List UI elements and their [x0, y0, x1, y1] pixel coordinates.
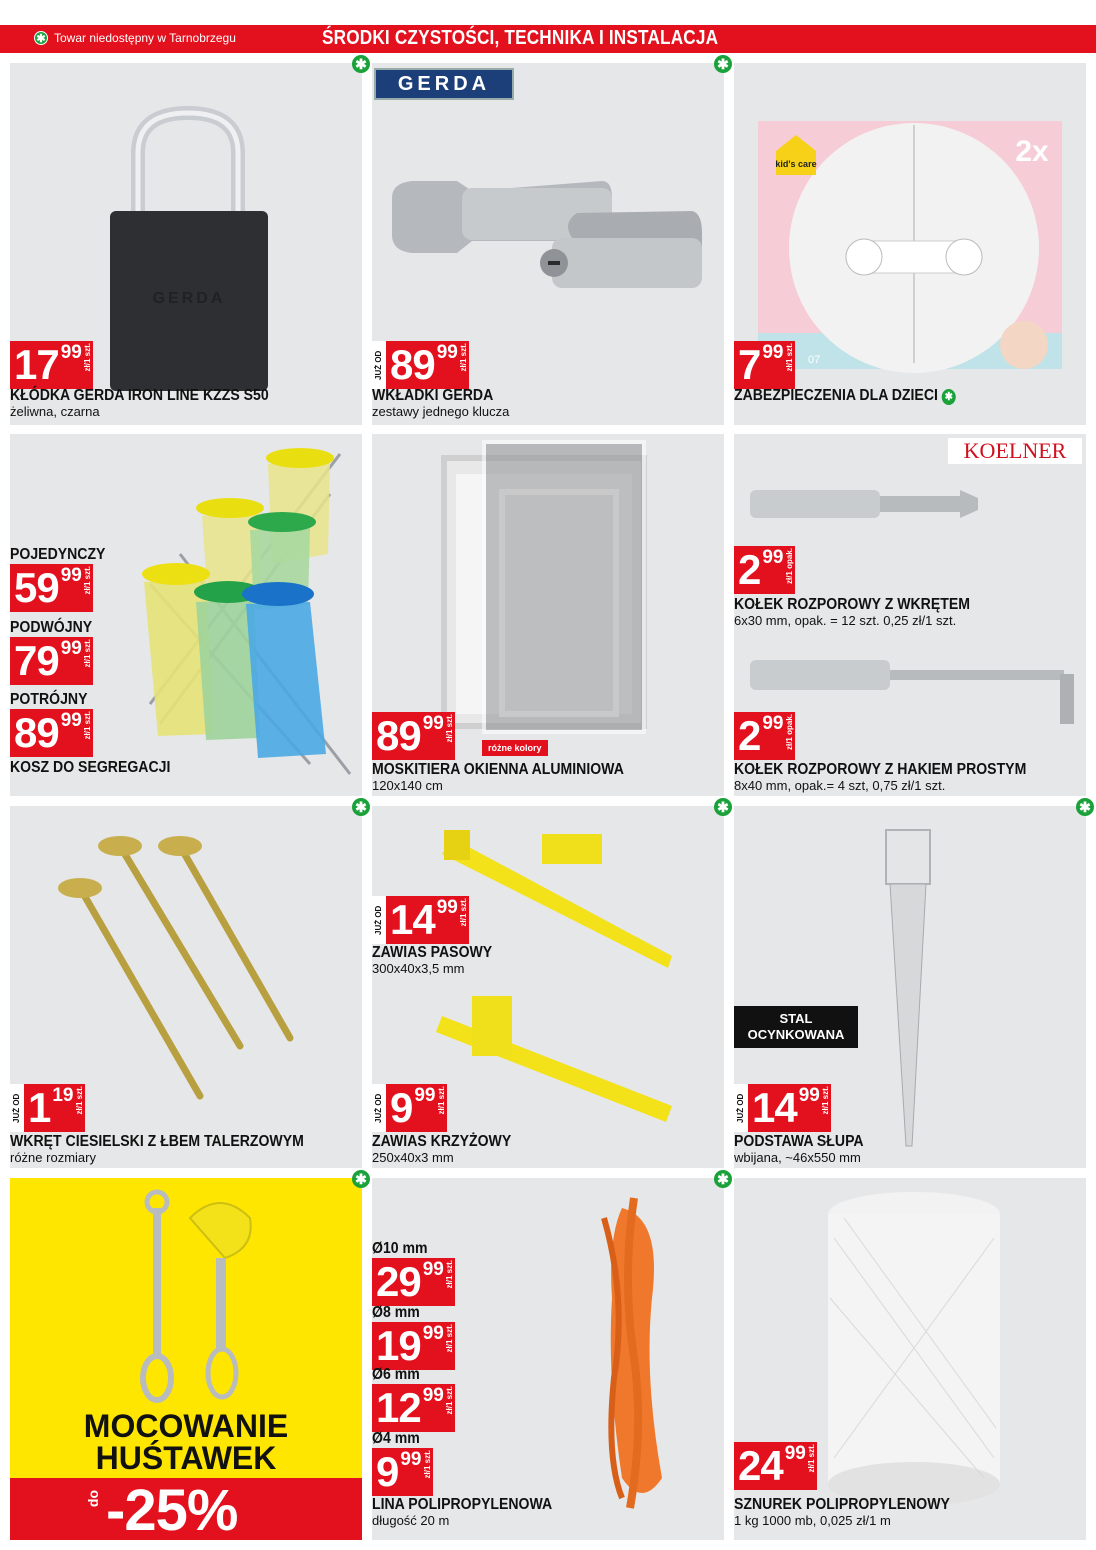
product-tile-cylinders[interactable]	[372, 56, 729, 425]
price-unit: zł/1 szt.	[82, 639, 92, 668]
product-tile-hinges[interactable]	[372, 799, 729, 1168]
price-badge	[372, 896, 469, 944]
price-prefix: JUŻ OD	[372, 341, 386, 389]
price-badge	[734, 546, 795, 594]
product-desc: 1 kg 1000 mb, 0,025 zł/1 m	[734, 1513, 891, 1528]
price-gr: 99	[436, 342, 458, 363]
color-variants-tag: różne kolory	[482, 740, 548, 756]
price-unit: zł/1 szt.	[436, 1086, 446, 1115]
price-gr: 99	[422, 1323, 444, 1344]
price-badge	[10, 341, 93, 389]
product-tile-anchors[interactable]	[734, 434, 1086, 796]
price-zl: 17	[14, 341, 59, 388]
price-badge	[10, 637, 93, 685]
product-desc: różne rozmiary	[10, 1150, 96, 1165]
price-badge	[10, 564, 93, 612]
product-name: KOŁEK ROZPOROWY Z WKRĘTEM	[734, 596, 970, 613]
option-label: Ø4 mm	[372, 1430, 420, 1447]
product-name: KŁÓDKA GERDA IRON LINE KZZS S50	[10, 387, 269, 404]
price-prefix: JUŻ OD	[10, 1084, 24, 1132]
price-zl: 89	[14, 709, 59, 756]
price-zl: 2	[738, 712, 761, 759]
option-label: POTRÓJNY	[10, 691, 88, 708]
price-zl: 14	[390, 896, 435, 943]
star-icon: ✱	[942, 389, 956, 405]
product-name: LINA POLIPROPYLENOWA	[372, 1496, 553, 1513]
price-unit: zł/1 szt.	[422, 1450, 432, 1479]
option-label: Ø6 mm	[372, 1366, 420, 1383]
availability-note-text: Towar niedostępny w Tarnobrzegu	[54, 31, 236, 45]
price-unit: zł/1 szt.	[444, 1260, 454, 1289]
price-badge	[372, 1384, 455, 1432]
price-zl: 12	[376, 1384, 421, 1431]
price-gr: 99	[400, 1449, 422, 1470]
price-gr: 99	[60, 342, 82, 363]
product-name: WKRĘT CIESIELSKI Z ŁBEM TALERZOWYM	[10, 1133, 304, 1150]
price-gr: 99	[414, 1085, 436, 1106]
promo-title	[10, 1410, 362, 1474]
price-zl: 14	[752, 1084, 797, 1131]
product-tile-bins[interactable]	[10, 434, 362, 796]
price-badge	[734, 712, 795, 760]
product-name: KOSZ DO SEGREGACJI	[10, 759, 171, 776]
product-name: SZNUREK POLIPROPYLENOWY	[734, 1496, 950, 1513]
price-zl: 9	[376, 1448, 399, 1495]
price-zl: 9	[390, 1084, 413, 1131]
product-tile-twine[interactable]	[734, 1178, 1086, 1540]
price-unit: zł/1 szt.	[82, 566, 92, 595]
product-name: KOŁEK ROZPOROWY Z HAKIEM PROSTYM	[734, 761, 1027, 778]
material-tag-line1: STAL	[779, 1011, 813, 1026]
price-prefix: JUŻ OD	[734, 1084, 748, 1132]
price-unit: zł/1 szt.	[444, 714, 454, 743]
product-desc: 300x40x3,5 mm	[372, 961, 465, 976]
product-desc: 120x140 cm	[372, 778, 443, 793]
price-badge	[372, 1322, 455, 1370]
promo-title-line2: HUŚTAWEK	[95, 1440, 277, 1476]
price-zl: 2	[738, 546, 761, 593]
product-desc: 250x40x3 mm	[372, 1150, 454, 1165]
product-tile-wood-screw[interactable]	[10, 799, 367, 1168]
price-gr: 99	[422, 1259, 444, 1280]
discount-value: -25%	[106, 1478, 238, 1543]
product-tile-post-base[interactable]	[734, 799, 1091, 1168]
padlock-engraving: GERDA	[152, 290, 226, 307]
price-unit: zł/1 szt.	[74, 1086, 84, 1115]
product-desc: żeliwna, czarna	[10, 404, 100, 419]
price-zl: 7	[738, 341, 761, 388]
product-name: WKŁADKI GERDA	[372, 387, 494, 404]
star-icon: ✱	[714, 1170, 732, 1188]
star-icon: ✱	[714, 55, 732, 73]
product-desc: wbijana, ~46x550 mm	[734, 1150, 861, 1165]
price-badge	[734, 1442, 817, 1490]
price-badge	[372, 341, 469, 389]
product-desc: 6x30 mm, opak. = 12 szt. 0,25 zł/1 szt.	[734, 613, 957, 628]
page-title: ŚRODKI CZYSTOŚCI, TECHNIKA I INSTALACJA	[321, 27, 719, 49]
price-zl: 89	[390, 341, 435, 388]
price-gr: 99	[422, 713, 444, 734]
product-tile-mosquito-screen[interactable]	[372, 434, 724, 796]
product-desc: 8x40 mm, opak.= 4 szt, 0,75 zł/1 szt.	[734, 778, 946, 793]
price-badge	[734, 1084, 831, 1132]
product-name: MOSKITIERA OKIENNA ALUMINIOWA	[372, 761, 624, 778]
page-header	[0, 25, 1096, 53]
option-label: Ø8 mm	[372, 1304, 420, 1321]
option-label: Ø10 mm	[372, 1240, 428, 1257]
product-desc: zestawy jednego klucza	[372, 404, 510, 419]
price-gr: 19	[52, 1085, 74, 1106]
price-gr: 99	[60, 710, 82, 731]
price-gr: 99	[762, 342, 784, 363]
price-unit: zł/1 szt.	[82, 711, 92, 740]
price-badge	[372, 1258, 455, 1306]
price-zl: 79	[14, 637, 59, 684]
product-tile-child-lock[interactable]	[734, 63, 1086, 425]
product-name: ZAWIAS KRZYŻOWY	[372, 1133, 512, 1150]
star-icon: ✱	[34, 31, 48, 45]
price-gr: 99	[60, 565, 82, 586]
price-zl: 29	[376, 1258, 421, 1305]
product-tile-padlock[interactable]	[10, 56, 367, 425]
quantity-badge: 2x	[1015, 135, 1049, 168]
star-icon: ✱	[1076, 798, 1094, 816]
price-unit: zł/1 szt.	[784, 343, 794, 372]
product-desc: długość 20 m	[372, 1513, 450, 1528]
price-zl: 89	[376, 712, 421, 759]
material-tag-line2: OCYNKOWANA	[747, 1027, 845, 1042]
discount-prefix: do	[85, 1490, 101, 1508]
price-unit: zł/1 opak.	[784, 714, 794, 751]
discount-banner	[10, 1478, 362, 1543]
price-unit: zł/1 szt.	[458, 343, 468, 372]
price-unit: zł/1 szt.	[458, 898, 468, 927]
availability-note	[34, 31, 236, 45]
price-unit: zł/1 opak.	[784, 548, 794, 585]
gerda-logo: GERDA	[374, 68, 514, 100]
promo-tile-swing-mounts[interactable]	[10, 1171, 367, 1543]
price-badge	[734, 341, 795, 389]
price-unit: zł/1 szt.	[82, 343, 92, 372]
star-icon: ✱	[352, 55, 370, 73]
star-icon: ✱	[352, 798, 370, 816]
price-zl: 1	[28, 1084, 51, 1131]
price-gr: 99	[762, 547, 784, 568]
promo-title-line1: MOCOWANIE	[83, 1408, 289, 1444]
price-badge	[10, 1084, 85, 1132]
option-label: POJEDYNCZY	[10, 546, 106, 563]
price-unit: zł/1 szt.	[806, 1444, 816, 1473]
material-tag	[734, 1006, 858, 1048]
price-prefix: JUŻ OD	[372, 1084, 386, 1132]
star-icon: ✱	[714, 798, 732, 816]
product-name: ZAWIAS PASOWY	[372, 944, 493, 961]
price-badge	[372, 1084, 447, 1132]
price-gr: 99	[784, 1443, 806, 1464]
price-unit: zł/1 szt.	[820, 1086, 830, 1115]
option-label: PODWÓJNY	[10, 619, 93, 636]
price-unit: zł/1 szt.	[444, 1324, 454, 1353]
partial-label: 07	[808, 354, 821, 366]
price-gr: 99	[762, 713, 784, 734]
price-badge	[372, 1448, 433, 1496]
price-zl: 59	[14, 564, 59, 611]
price-gr: 99	[422, 1385, 444, 1406]
kids-care-logo: kid's care	[775, 159, 817, 169]
price-badge	[10, 709, 93, 757]
product-name: ZABEZPIECZENIA DLA DZIECI ✱	[734, 387, 956, 405]
price-zl: 19	[376, 1322, 421, 1369]
product-tile-rope[interactable]	[372, 1171, 729, 1540]
price-gr: 99	[60, 638, 82, 659]
price-zl: 24	[738, 1442, 783, 1489]
price-gr: 99	[798, 1085, 820, 1106]
price-prefix: JUŻ OD	[372, 896, 386, 944]
koelner-logo: KOELNER	[948, 438, 1082, 464]
price-badge	[372, 712, 455, 760]
product-name: PODSTAWA SŁUPA	[734, 1133, 864, 1150]
star-icon: ✱	[352, 1170, 370, 1188]
price-gr: 99	[436, 897, 458, 918]
price-unit: zł/1 szt.	[444, 1386, 454, 1415]
